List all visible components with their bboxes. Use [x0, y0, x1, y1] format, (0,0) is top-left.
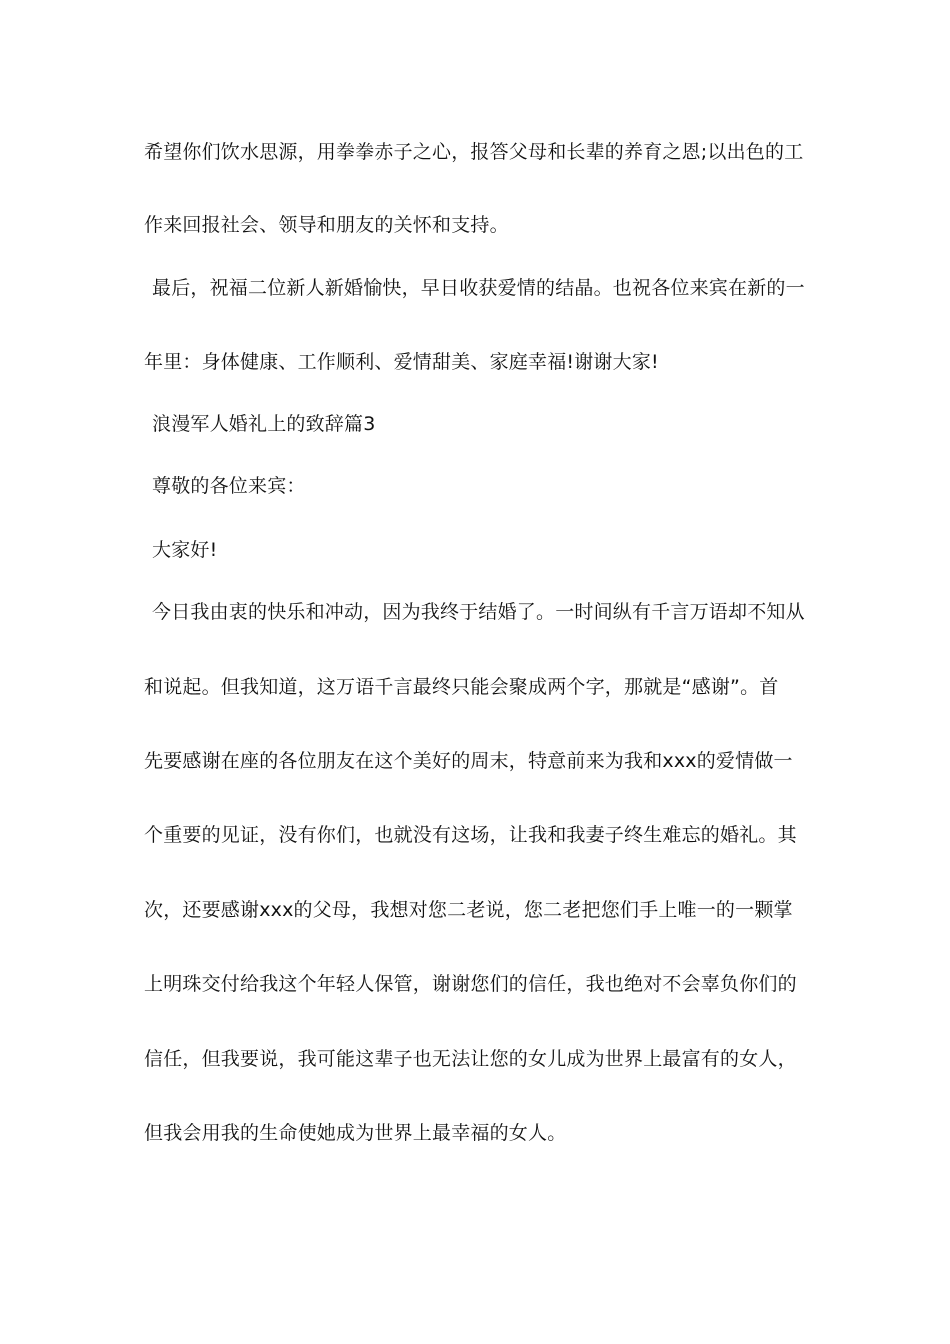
- paragraph-line: 今日我由衷的快乐和冲动，因为我终于结婚了。一时间纵有千言万语却不知从: [152, 601, 805, 623]
- salutation: 尊敬的各位来宾：: [152, 475, 306, 497]
- paragraph-line: 年里：身体健康、工作顺利、爱情甜美、家庭幸福!谢谢大家!: [144, 351, 659, 373]
- paragraph-line: 最后，祝福二位新人新婚愉快，早日收获爱情的结晶。也祝各位来宾在新的一: [152, 277, 805, 299]
- paragraph-line: 个重要的见证，没有你们，也就没有这场，让我和我妻子终生难忘的婚礼。其: [144, 824, 797, 846]
- paragraph-line: 次，还要感谢xxx的父母，我想对您二老说，您二老把您们手上唯一的一颗掌: [144, 899, 793, 921]
- paragraph-line: 上明珠交付给我这个年轻人保管，谢谢您们的信任，我也绝对不会辜负你们的: [144, 973, 797, 995]
- paragraph-line: 信任，但我要说，我可能这辈子也无法让您的女儿成为世界上最富有的女人，: [144, 1048, 797, 1070]
- paragraph-line: 先要感谢在座的各位朋友在这个美好的周末，特意前来为我和xxx的爱情做一: [144, 750, 793, 772]
- greeting: 大家好!: [152, 539, 218, 561]
- section-heading: 浪漫军人婚礼上的致辞篇3: [152, 413, 376, 435]
- paragraph-line: 和说起。但我知道，这万语千言最终只能会聚成两个字，那就是“感谢”。首: [144, 676, 779, 698]
- paragraph-line: 希望你们饮水思源，用拳拳赤子之心，报答父母和长辈的养育之恩;以出色的工: [144, 141, 804, 163]
- paragraph-line: 作来回报社会、领导和朋友的关怀和支持。: [144, 214, 509, 236]
- paragraph-line: 但我会用我的生命使她成为世界上最幸福的女人。: [144, 1122, 567, 1144]
